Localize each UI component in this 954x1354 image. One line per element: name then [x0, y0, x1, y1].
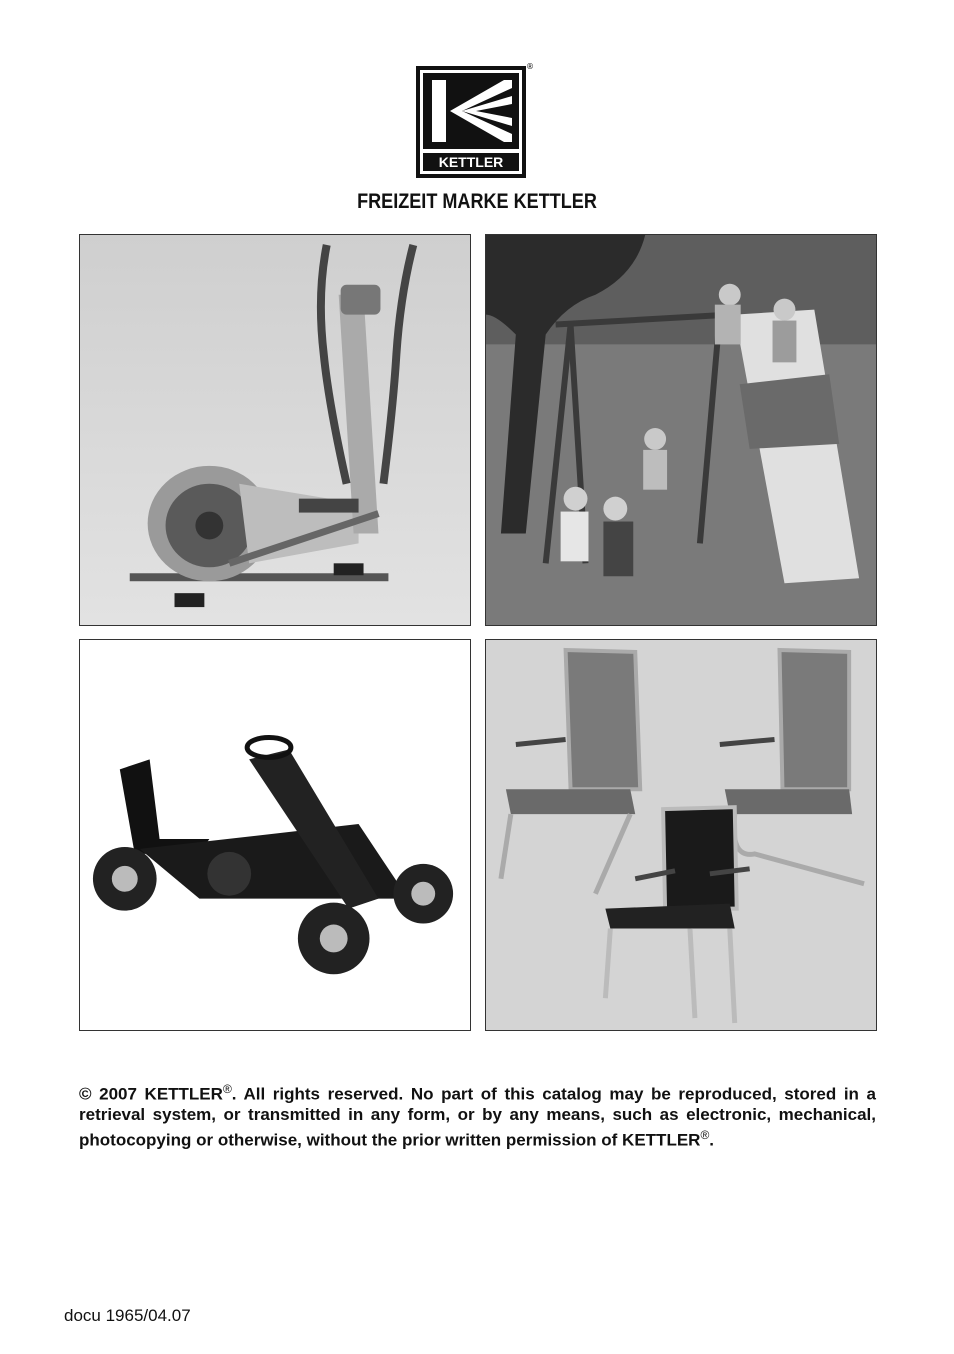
logo-wordmark: KETTLER — [438, 154, 504, 170]
registered-mark: ® — [526, 62, 534, 71]
cross-trainer-photo — [79, 234, 471, 626]
document-code: docu 1965/04.07 — [64, 1306, 191, 1325]
copyright-end: . — [709, 1130, 715, 1150]
registered-mark: ® — [700, 1127, 710, 1142]
garden-chairs-photo — [485, 639, 877, 1031]
go-kart-photo — [79, 639, 471, 1031]
registered-mark: ® — [222, 1082, 232, 1096]
kettler-logo — [416, 66, 526, 178]
copyright-notice — [79, 1079, 876, 1150]
playground-photo — [485, 234, 877, 626]
copyright-lead: © 2007 KETTLER — [79, 1084, 223, 1104]
copyright-body: . All rights reserved. No part of this catalog may be reproduced, stored in a retrieval system, or transmitted in any form, or by any means, such as electronic, mechanical, photocopying or otherwise, without the prior written permission of KETTLER — [79, 1084, 876, 1150]
page-title: FREIZEIT MARKE KETTLER — [357, 190, 597, 213]
